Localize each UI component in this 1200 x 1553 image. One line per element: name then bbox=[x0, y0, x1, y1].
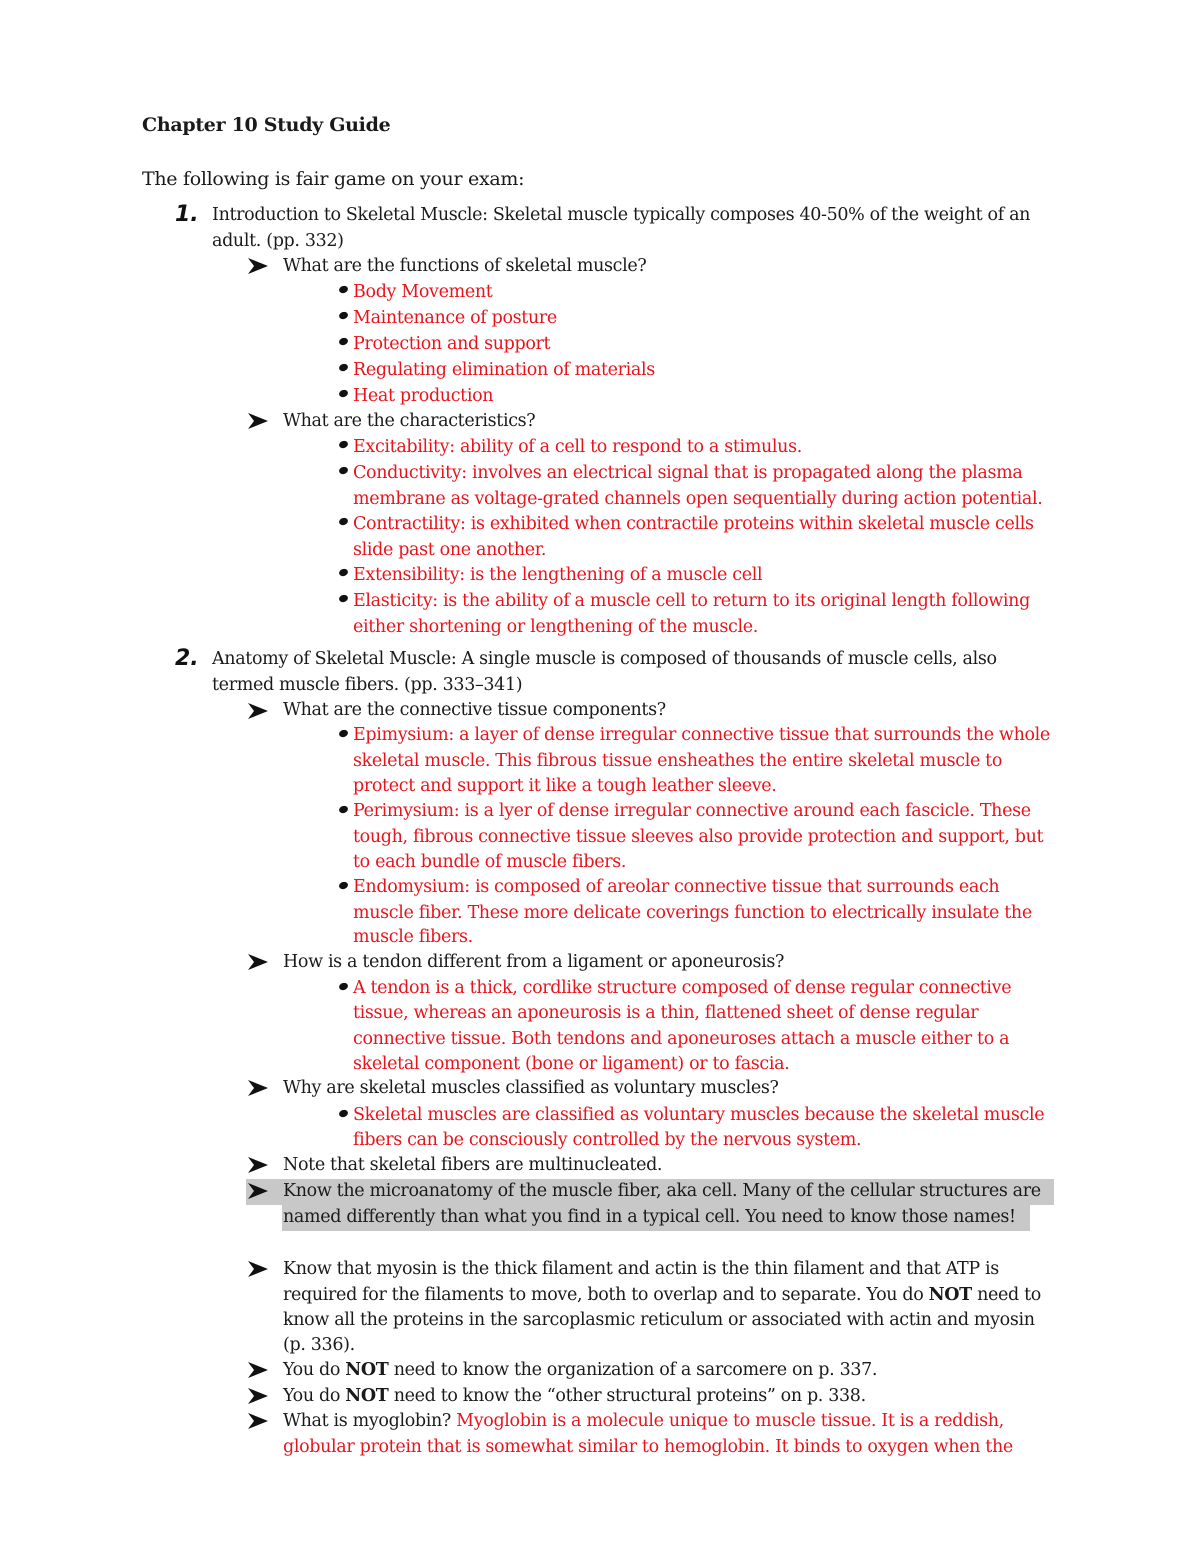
bullet-dot-icon bbox=[338, 594, 349, 603]
answer-text: membrane as voltage-grated channels open sequentially during action potential. bbox=[353, 489, 1043, 509]
note-text-part: required for the filaments to move, both to overlap and to separate. You do bbox=[283, 1285, 929, 1305]
bullet-dot-icon bbox=[338, 1109, 349, 1118]
bullet-dot-icon bbox=[338, 337, 349, 346]
bullet-dot-icon bbox=[338, 568, 349, 577]
section-heading-line: termed muscle fibers. (pp. 333–341) bbox=[212, 675, 523, 695]
answer-text: globular protein that is somewhat similar to hemoglobin. It binds to oxygen when the bbox=[283, 1437, 1013, 1457]
answer-text: skeletal component (bone or ligament) or to fascia. bbox=[353, 1054, 790, 1074]
note-text bbox=[283, 1284, 1041, 1306]
note-text: know all the proteins in the sarcoplasmic reticulum or associated with actin and myosin bbox=[283, 1310, 1035, 1330]
bullet-dot-icon bbox=[338, 517, 349, 526]
note-text-part: You do bbox=[283, 1360, 346, 1380]
answer-text: to each bundle of muscle fibers. bbox=[353, 852, 627, 872]
answer-text: connective tissue. Both tendons and aponeuroses attach a muscle either to a bbox=[353, 1029, 1010, 1049]
note-text: Know that myosin is the thick filament and actin is the thin filament and that ATP is bbox=[283, 1259, 999, 1279]
note-text: Note that skeletal fibers are multinucleated. bbox=[283, 1155, 663, 1175]
answer-text: Perimysium: is a lyer of dense irregular connective around each fascicle. These bbox=[353, 801, 1031, 821]
question-text: What are the connective tissue components? bbox=[283, 700, 666, 720]
answer-text: Conductivity: involves an electrical signal that is propagated along the plasma bbox=[353, 463, 1023, 483]
highlighted-note-text: Know the microanatomy of the muscle fiber, aka cell. Many of the cellular structures are bbox=[283, 1181, 1041, 1201]
section-number: 2. bbox=[175, 646, 199, 671]
question-text: What is myoglobin? bbox=[283, 1411, 457, 1431]
question-text: How is a tendon different from a ligament or aponeurosis? bbox=[283, 952, 785, 972]
bullet-dot-icon bbox=[338, 311, 349, 320]
answer-text: skeletal muscle. This fibrous tissue ensheathes the entire skeletal muscle to bbox=[353, 751, 1003, 771]
arrow-bullet-icon bbox=[247, 1361, 269, 1379]
note-text-part: need to bbox=[971, 1285, 1041, 1305]
answer-text: Elasticity: is the ability of a muscle cell to return to its original length following bbox=[353, 591, 1030, 611]
bullet-dot-icon bbox=[338, 805, 349, 814]
arrow-bullet-icon bbox=[247, 953, 269, 971]
arrow-bullet-icon bbox=[247, 1412, 269, 1430]
answer-text: fibers can be consciously controlled by the nervous system. bbox=[353, 1130, 862, 1150]
arrow-bullet-icon bbox=[247, 257, 269, 275]
answer-text: Epimysium: a layer of dense irregular connective tissue that surrounds the whole bbox=[353, 725, 1050, 745]
highlighted-note-text: named differently than what you find in a typical cell. You need to know those names! bbox=[283, 1207, 1016, 1227]
answer-text: Excitability: ability of a cell to respond to a stimulus. bbox=[353, 437, 802, 457]
arrow-bullet-icon bbox=[247, 1387, 269, 1405]
arrow-bullet-icon bbox=[247, 1260, 269, 1278]
answer-text: Body Movement bbox=[353, 282, 493, 302]
answer-text: Maintenance of posture bbox=[353, 308, 557, 328]
bullet-dot-icon bbox=[338, 729, 349, 738]
emphasis-not: NOT bbox=[928, 1285, 972, 1305]
bullet-dot-icon bbox=[338, 440, 349, 449]
bullet-dot-icon bbox=[338, 466, 349, 475]
intro-text: The following is fair game on your exam: bbox=[142, 168, 525, 190]
arrow-bullet-icon bbox=[247, 1182, 269, 1200]
bullet-dot-icon bbox=[338, 881, 349, 890]
answer-text: protect and support it like a tough leather sleeve. bbox=[353, 776, 777, 796]
answer-text: tissue, whereas an aponeurosis is a thin, flattened sheet of dense regular bbox=[353, 1003, 979, 1023]
answer-text: either shortening or lengthening of the muscle. bbox=[353, 617, 758, 637]
section-number: 1. bbox=[175, 202, 199, 227]
arrow-bullet-icon bbox=[247, 702, 269, 720]
bullet-dot-icon bbox=[338, 982, 349, 991]
bullet-dot-icon bbox=[338, 363, 349, 372]
note-text bbox=[283, 1385, 866, 1407]
note-text-part: You do bbox=[283, 1386, 346, 1406]
answer-text: muscle fiber. These more delicate coverings function to electrically insulate the bbox=[353, 903, 1032, 923]
answer-text: Skeletal muscles are classified as voluntary muscles because the skeletal muscle bbox=[353, 1105, 1045, 1125]
arrow-bullet-icon bbox=[247, 1079, 269, 1097]
note-text-part: need to know the “other structural proteins” on p. 338. bbox=[388, 1386, 866, 1406]
answer-text: Contractility: is exhibited when contractile proteins within skeletal muscle cells bbox=[353, 514, 1034, 534]
note-text: (p. 336). bbox=[283, 1335, 355, 1355]
arrow-bullet-icon bbox=[247, 412, 269, 430]
note-text bbox=[283, 1410, 1004, 1432]
question-text: Why are skeletal muscles classified as voluntary muscles? bbox=[283, 1078, 779, 1098]
answer-text: Endomysium: is composed of areolar connective tissue that surrounds each bbox=[353, 877, 1000, 897]
section-heading-line: Anatomy of Skeletal Muscle: A single muscle is composed of thousands of muscle cells, also bbox=[212, 649, 997, 669]
note-text-part: need to know the organization of a sarcomere on p. 337. bbox=[388, 1360, 878, 1380]
answer-text: Extensibility: is the lengthening of a muscle cell bbox=[353, 565, 763, 585]
answer-text: slide past one another. bbox=[353, 540, 547, 560]
answer-text: muscle fibers. bbox=[353, 927, 473, 947]
answer-text: tough, fibrous connective tissue sleeves also provide protection and support, but bbox=[353, 827, 1044, 847]
question-text: What are the functions of skeletal muscle? bbox=[283, 256, 647, 276]
section-heading-line: adult. (pp. 332) bbox=[212, 231, 344, 251]
question-text: What are the characteristics? bbox=[283, 411, 536, 431]
emphasis-not: NOT bbox=[345, 1386, 389, 1406]
bullet-dot-icon bbox=[338, 389, 349, 398]
emphasis-not: NOT bbox=[345, 1360, 389, 1380]
answer-text: Protection and support bbox=[353, 334, 551, 354]
answer-text: Myoglobin is a molecule unique to muscle tissue. It is a reddish, bbox=[456, 1411, 1004, 1431]
page-title: Chapter 10 Study Guide bbox=[142, 114, 391, 136]
answer-text: Regulating elimination of materials bbox=[353, 360, 655, 380]
answer-text: A tendon is a thick, cordlike structure composed of dense regular connective bbox=[353, 978, 1012, 998]
arrow-bullet-icon bbox=[247, 1156, 269, 1174]
section-heading-line: Introduction to Skeletal Muscle: Skeletal muscle typically composes 40-50% of the weight of an bbox=[212, 205, 1031, 225]
bullet-dot-icon bbox=[338, 285, 349, 294]
note-text bbox=[283, 1359, 877, 1381]
answer-text: Heat production bbox=[353, 386, 494, 406]
